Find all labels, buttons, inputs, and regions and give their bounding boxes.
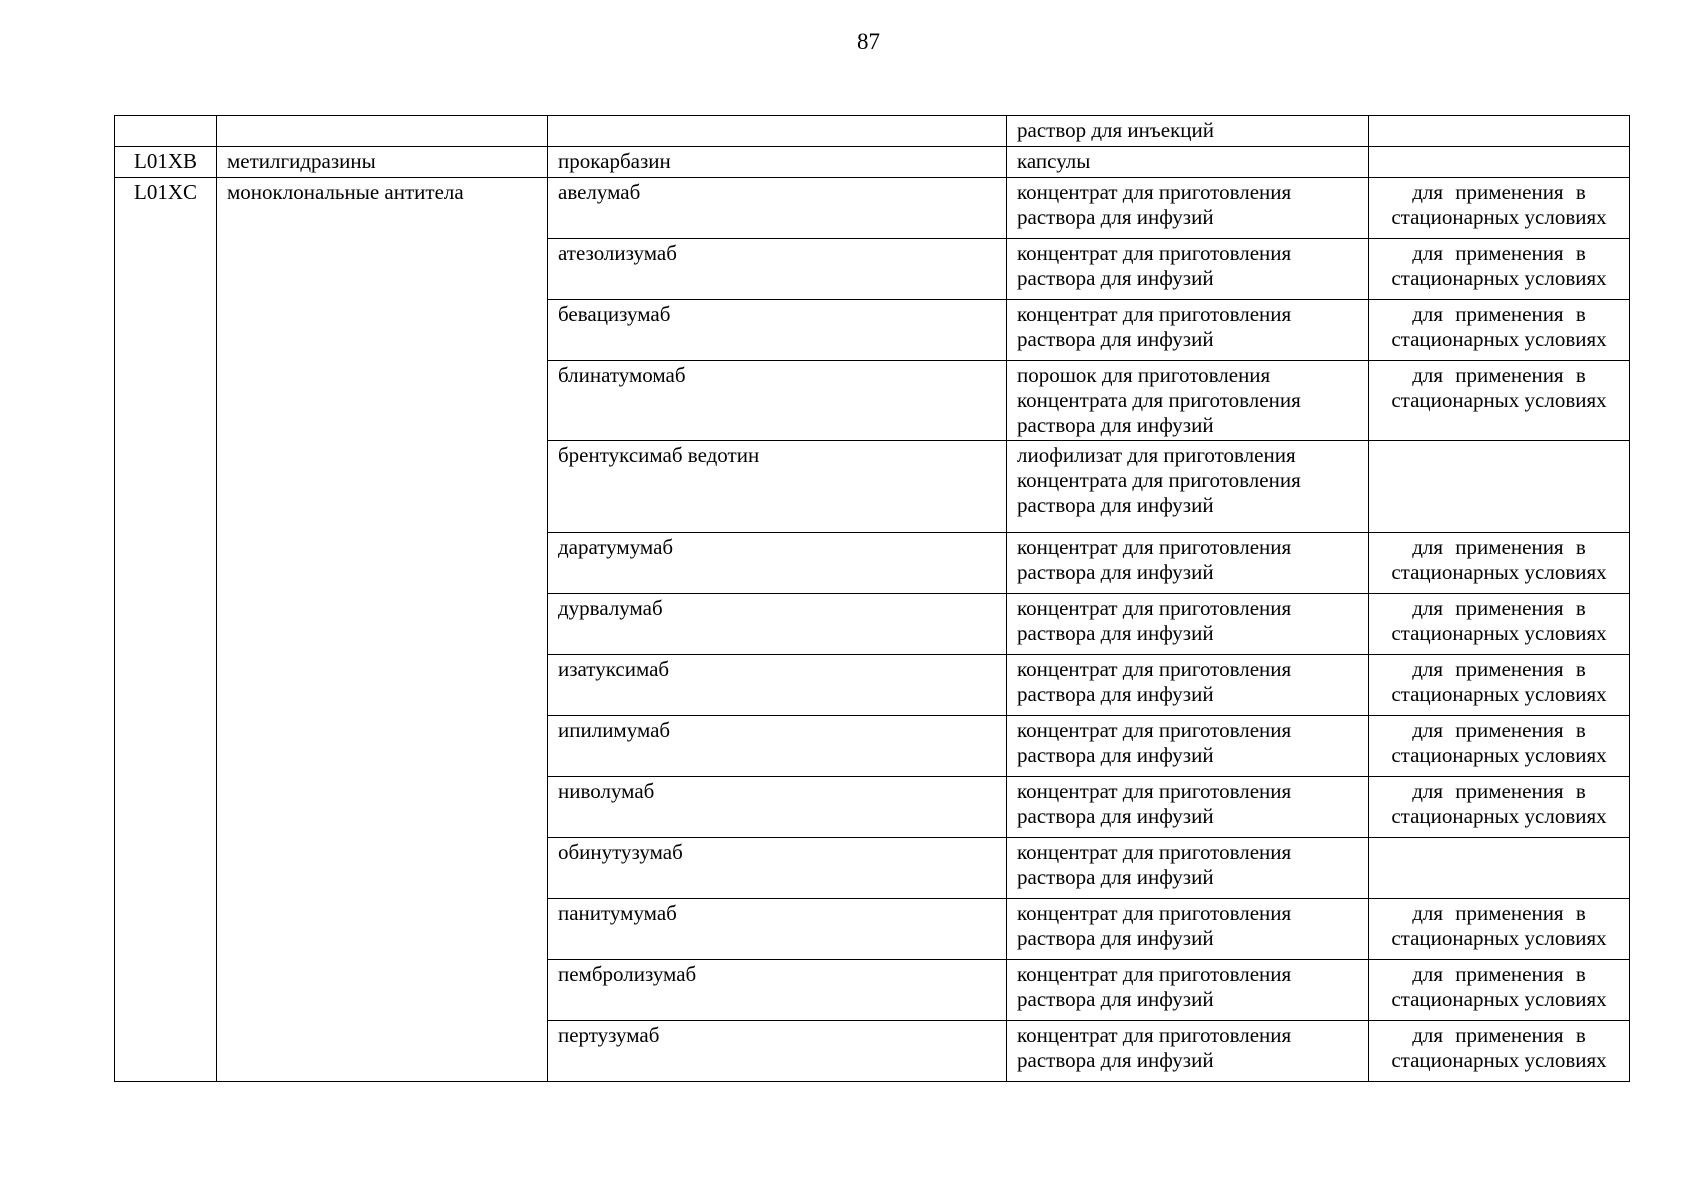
atc-code-cell (115, 116, 217, 147)
usage-note-line: для применения в (1412, 657, 1586, 681)
usage-note-cell (1369, 533, 1630, 594)
dosage-form-line: концентрат для приготовления (1017, 241, 1292, 265)
dosage-form-line: концентрат для приготовления (1017, 840, 1292, 864)
table-row (115, 116, 1630, 147)
dosage-form-line: концентрата для приготовления (1017, 388, 1301, 412)
dosage-form-line: концентрат для приготовления (1017, 1023, 1292, 1047)
dosage-form-line: раствора для инфузий (1017, 1048, 1214, 1072)
dosage-form-line: раствора для инфузий (1017, 804, 1214, 828)
dosage-form-line: концентрат для приготовления (1017, 180, 1292, 204)
usage-note-line: стационарных условиях (1391, 266, 1607, 290)
table-body (115, 116, 1630, 1082)
usage-note-cell (1369, 116, 1630, 147)
dosage-form-line: концентрат для приготовления (1017, 962, 1292, 986)
usage-note-cell (1369, 300, 1630, 361)
usage-note-cell (1369, 239, 1630, 300)
usage-note-cell (1369, 178, 1630, 239)
drug-name-cell: блинатумомаб (548, 361, 1007, 441)
dosage-form-line: раствора для инфузий (1017, 926, 1214, 950)
usage-note-cell (1369, 441, 1630, 533)
usage-note-cell (1369, 1021, 1630, 1082)
dosage-form-line: концентрат для приготовления (1017, 718, 1292, 742)
usage-note-line: для применения в (1412, 596, 1586, 620)
usage-note-line: для применения в (1412, 302, 1586, 326)
usage-note-line: для применения в (1412, 1023, 1586, 1047)
dosage-form-cell (1007, 899, 1369, 960)
dosage-form-line: раствора для инфузий (1017, 560, 1214, 584)
dosage-form-cell (1007, 116, 1369, 147)
drug-name-cell: брентуксимаб ведотин (548, 441, 1007, 533)
drug-name-cell: авелумаб (548, 178, 1007, 239)
drug-name-cell: пертузумаб (548, 1021, 1007, 1082)
usage-note-line: для применения в (1412, 901, 1586, 925)
table-row (115, 178, 1630, 239)
drug-name-cell: изатуксимаб (548, 655, 1007, 716)
usage-note-line: для применения в (1412, 180, 1586, 204)
usage-note-line: стационарных условиях (1391, 926, 1607, 950)
drug-name-cell: дурвалумаб (548, 594, 1007, 655)
dosage-form-line: раствора для инфузий (1017, 205, 1214, 229)
atc-code-cell: L01XC (115, 178, 217, 1082)
group-name-cell: метилгидразины (217, 147, 548, 178)
usage-note-cell (1369, 655, 1630, 716)
usage-note-cell (1369, 960, 1630, 1021)
drug-name-cell: ниволумаб (548, 777, 1007, 838)
dosage-form-line: раствора для инфузий (1017, 865, 1214, 889)
dosage-form-cell (1007, 178, 1369, 239)
dosage-form-line: раствора для инфузий (1017, 987, 1214, 1011)
group-name-cell (217, 116, 548, 147)
group-name-cell: моноклональные антитела (217, 178, 548, 1082)
usage-note-line: стационарных условиях (1391, 388, 1607, 412)
dosage-form-line: концентрат для приготовления (1017, 901, 1292, 925)
usage-note-line: для применения в (1412, 718, 1586, 742)
dosage-form-cell (1007, 533, 1369, 594)
page-number: 87 (857, 29, 880, 54)
usage-note-line: стационарных условиях (1391, 205, 1607, 229)
usage-note-cell (1369, 594, 1630, 655)
usage-note-line: для применения в (1412, 779, 1586, 803)
dosage-form-cell (1007, 777, 1369, 838)
dosage-form-cell (1007, 1021, 1369, 1082)
usage-note-line: стационарных условиях (1391, 804, 1607, 828)
usage-note-cell (1369, 716, 1630, 777)
dosage-form-line: раствора для инфузий (1017, 327, 1214, 351)
usage-note-line: стационарных условиях (1391, 987, 1607, 1011)
drug-table (114, 115, 1630, 1082)
dosage-form-cell (1007, 655, 1369, 716)
dosage-form-line: концентрат для приготовления (1017, 657, 1292, 681)
drug-name-cell: прокарбазин (548, 147, 1007, 178)
dosage-form-line: раствор для инъекций (1017, 118, 1214, 142)
usage-note-line: для применения в (1412, 535, 1586, 559)
table-row (115, 147, 1630, 178)
dosage-form-line: капсулы (1017, 149, 1091, 173)
usage-note-line: стационарных условиях (1391, 327, 1607, 351)
dosage-form-cell (1007, 239, 1369, 300)
usage-note-line: для применения в (1412, 962, 1586, 986)
dosage-form-cell (1007, 441, 1369, 533)
dosage-form-line: порошок для приготовления (1017, 363, 1271, 387)
drug-name-cell: ипилимумаб (548, 716, 1007, 777)
dosage-form-line: раствора для инфузий (1017, 413, 1214, 437)
dosage-form-line: раствора для инфузий (1017, 621, 1214, 645)
dosage-form-cell (1007, 147, 1369, 178)
dosage-form-line: раствора для инфузий (1017, 743, 1214, 767)
usage-note-cell (1369, 899, 1630, 960)
dosage-form-line: концентрат для приготовления (1017, 779, 1292, 803)
usage-note-line: стационарных условиях (1391, 1048, 1607, 1072)
usage-note-cell (1369, 361, 1630, 441)
atc-code-cell: L01XB (115, 147, 217, 178)
drug-name-cell: даратумумаб (548, 533, 1007, 594)
dosage-form-cell (1007, 838, 1369, 899)
usage-note-line: для применения в (1412, 241, 1586, 265)
dosage-form-line: концентрат для приготовления (1017, 535, 1292, 559)
drug-name-cell: панитумумаб (548, 899, 1007, 960)
usage-note-line: стационарных условиях (1391, 743, 1607, 767)
dosage-form-cell (1007, 716, 1369, 777)
dosage-form-cell (1007, 594, 1369, 655)
dosage-form-line: раствора для инфузий (1017, 493, 1214, 517)
dosage-form-line: концентрат для приготовления (1017, 302, 1292, 326)
dosage-form-line: концентрата для приготовления (1017, 468, 1301, 492)
usage-note-line: для применения в (1412, 363, 1586, 387)
usage-note-cell (1369, 838, 1630, 899)
dosage-form-cell (1007, 960, 1369, 1021)
dosage-form-line: раствора для инфузий (1017, 682, 1214, 706)
dosage-form-line: раствора для инфузий (1017, 266, 1214, 290)
dosage-form-line: концентрат для приготовления (1017, 596, 1292, 620)
drug-name-cell: бевацизумаб (548, 300, 1007, 361)
usage-note-cell (1369, 147, 1630, 178)
usage-note-line: стационарных условиях (1391, 560, 1607, 584)
usage-note-cell (1369, 777, 1630, 838)
drug-name-cell: пембролизумаб (548, 960, 1007, 1021)
dosage-form-cell (1007, 361, 1369, 441)
dosage-form-line: лиофилизат для приготовления (1017, 443, 1296, 467)
usage-note-line: стационарных условиях (1391, 621, 1607, 645)
usage-note-line: стационарных условиях (1391, 682, 1607, 706)
drug-name-cell: обинутузумаб (548, 838, 1007, 899)
dosage-form-cell (1007, 300, 1369, 361)
drug-name-cell: атезолизумаб (548, 239, 1007, 300)
drug-name-cell (548, 116, 1007, 147)
